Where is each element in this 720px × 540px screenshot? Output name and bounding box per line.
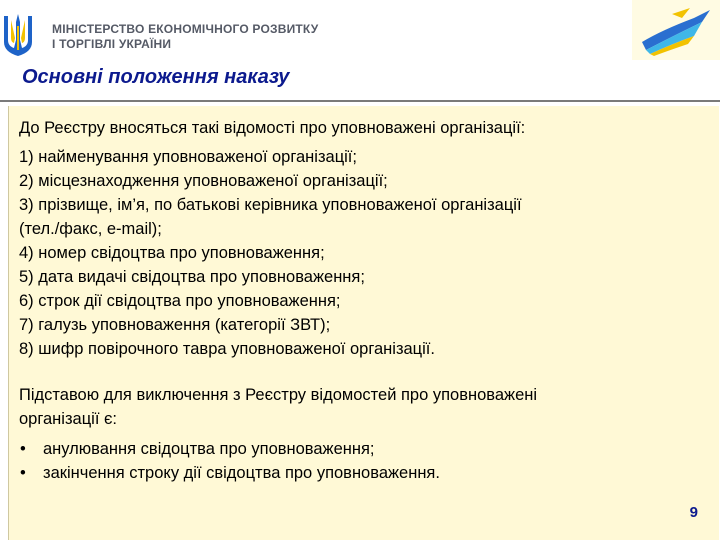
- page-number: 9: [689, 504, 698, 521]
- ministry-name-line2: І ТОРГІВЛІ УКРАЇНИ: [52, 37, 172, 51]
- bullet-item: • закінчення строку дії свідоцтва про уповноваження.: [19, 461, 709, 485]
- bullet-item: • анулювання свідоцтва про уповноваження;: [19, 437, 709, 461]
- list-item: 3) прізвище, ім’я, по батькові керівника уповноваженої організації: [19, 196, 522, 214]
- logo-panel: [632, 0, 720, 60]
- exclusion-basis-line2: організації є:: [19, 410, 117, 428]
- list-item: 2) місцезнаходження уповноваженої організації;: [19, 172, 388, 190]
- slide-title: Основні положення наказу: [22, 66, 290, 88]
- title-divider: [0, 100, 720, 102]
- ministry-logo-icon: [632, 0, 720, 60]
- ministry-name-line1: МІНІСТЕРСТВО ЕКОНОМІЧНОГО РОЗВИТКУ: [52, 22, 319, 36]
- list-item: 6) строк дії свідоцтва про уповноваження;: [19, 292, 341, 310]
- header: [0, 0, 720, 62]
- registry-items-list: [19, 145, 709, 361]
- trident-emblem-icon: [2, 12, 34, 58]
- list-item: 4) номер свідоцтва про уповноваження;: [19, 244, 325, 262]
- exclusion-basis-line1: Підставою для виключення з Реєстру відомостей про уповноважені: [19, 386, 538, 404]
- list-item: 7) галузь уповноваження (категорії ЗВТ);: [19, 316, 331, 334]
- exclusion-basis-text: [19, 383, 709, 431]
- list-item: (тел./факс, e-mail);: [19, 220, 162, 238]
- slide-content: [19, 116, 709, 485]
- exclusion-bullets: [19, 437, 709, 485]
- list-item: 5) дата видачі свідоцтва про уповноваження;: [19, 268, 365, 286]
- ministry-name: [52, 22, 318, 52]
- list-item: 1) найменування уповноваженої організації;: [19, 148, 357, 166]
- intro-text: До Реєстру вносяться такі відомості про уповноважені організації:: [19, 119, 526, 137]
- list-item: 8) шифр повірочного тавра уповноваженої організації.: [19, 340, 435, 358]
